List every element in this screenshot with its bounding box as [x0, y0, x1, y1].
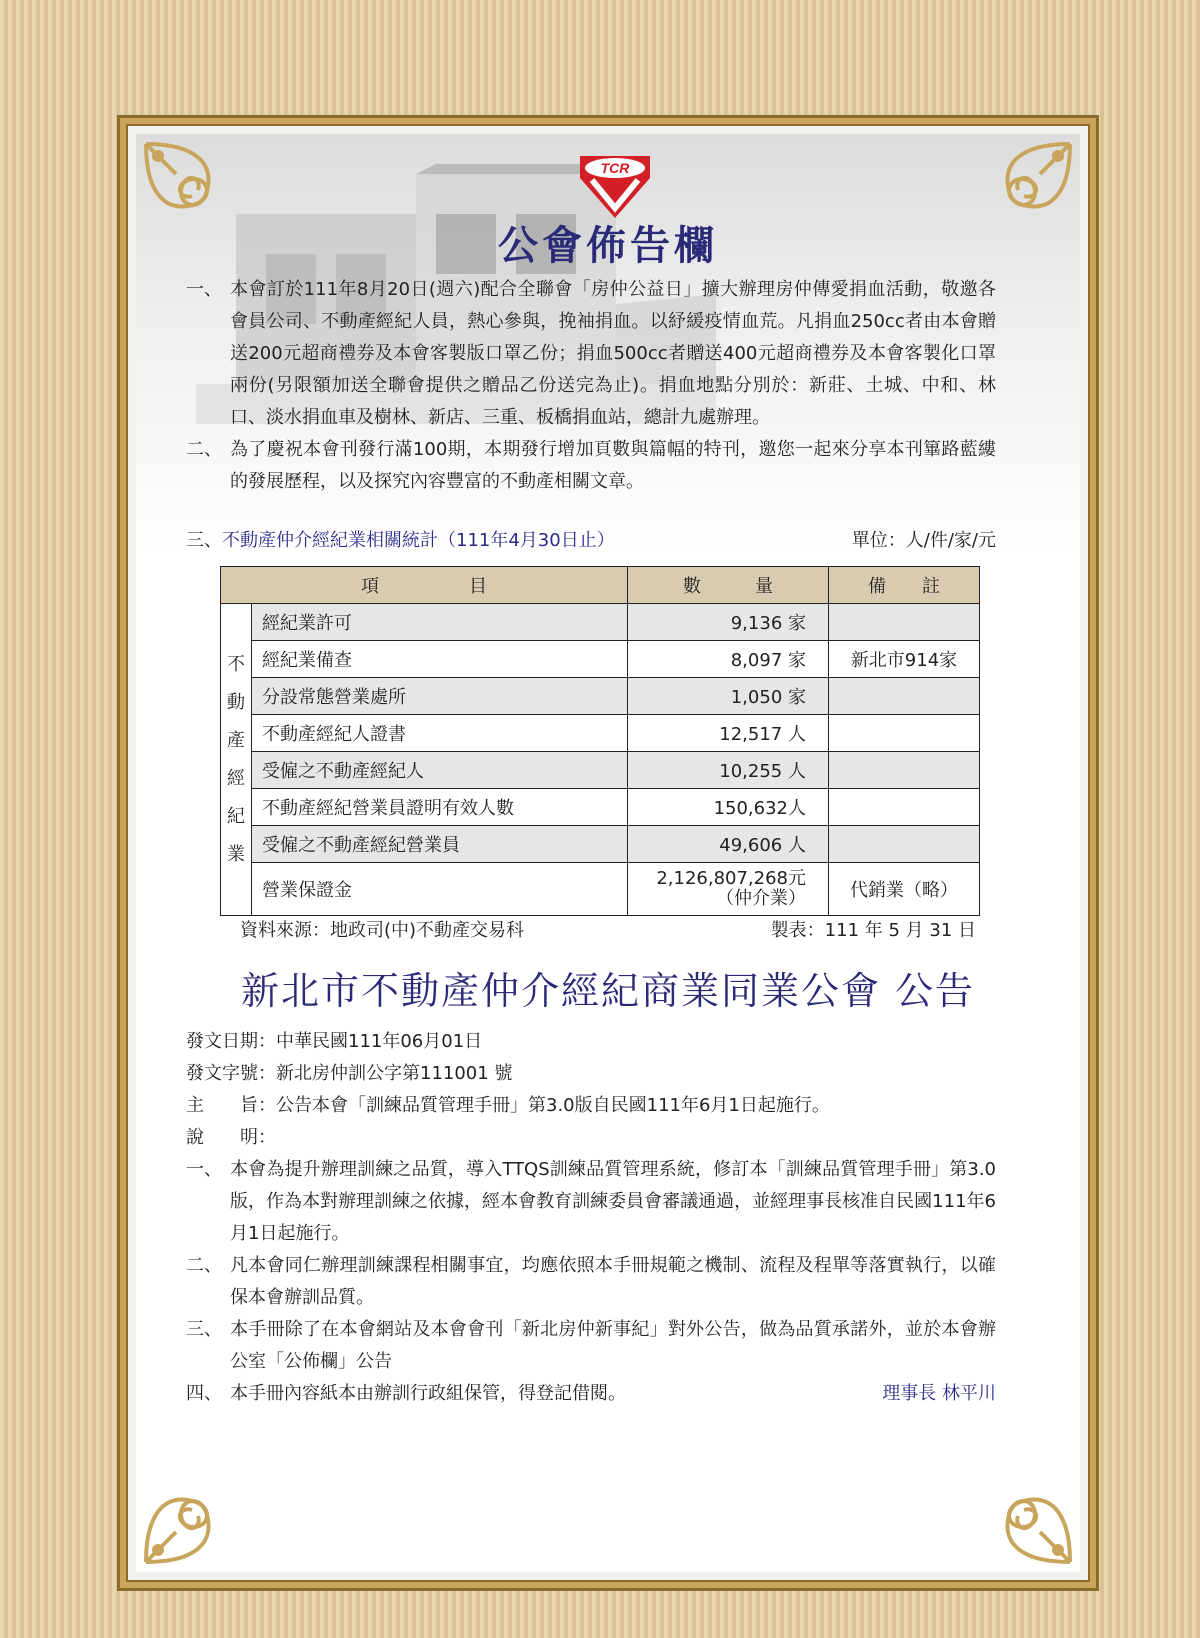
table-row: 不 動 產 經 紀 業 經紀業許可 9,136 家 [221, 604, 980, 641]
list-item: 一、 本會訂於111年8月20日(週六)配合全聯會「房仲公益日」擴大辦理房仲傳愛捐血活動，敬邀各會員公司、不動產經紀人員，熱心參與，挽袖捐血。以紓緩疫情血荒。凡捐血250cc者由本會贈送200元超商禮券及本會客製版口罩乙份；捐血500cc者贈送400元超商禮券及本會客製化口罩兩份(另限額加送全聯會提供之贈品乙份送完為止)。捐血地點分別於：新莊、土城、中和、林口、淡水捐血車及樹林、新店、三重、板橋捐血站，總計九處辦理。 [186, 279, 996, 428]
meta-line: 發文日期：中華民國111年06月01日 [186, 1031, 483, 1052]
list-item: 二、 凡本會同仁辦理訓練課程相關事宜，均應依照本手冊規範之機制、流程及程單等落實執行，以確保本會辦訓品質。 [186, 1255, 996, 1308]
table-row: 受僱之不動產經紀人 10,255 人 [221, 752, 980, 789]
bulletin-frame [120, 118, 1096, 1588]
made-date: 製表：111 年 5 月 31 日 [770, 920, 976, 941]
stats-heading: 三、不動產仲介經紀業相關統計（111年4月30日止） 單位：人/件/家/元 [186, 526, 996, 556]
announcement-body [186, 1026, 996, 1410]
ornament-corner-icon [136, 1452, 256, 1572]
table-row: 經紀業備查 8,097 家 新北市914家 [221, 641, 980, 678]
meta-line: 主 旨：公告本會「訓練品質管理手冊」第3.0版自民國111年6月1日起施行。 [186, 1095, 830, 1116]
list-item: 二、 為了慶祝本會刊發行滿100期，本期發行增加頁數與篇幅的特刊，邀您一起來分享本刊篳路藍縷的發展歷程，以及探究內容豐富的不動產相關文章。 [186, 439, 996, 492]
list-item: 三、 本手冊除了在本會網站及本會會刊「新北房仲新事紀」對外公告，做為品質承諾外，並於本會辦公室「公佈欄」公告 [186, 1319, 996, 1372]
notice-section-1 [186, 274, 996, 498]
svg-text:TCR: TCR [600, 160, 630, 176]
table-row: 營業保證金 2,126,807,268元 （仲介業） 代銷業（略） [221, 863, 980, 916]
page-title: 公會佈告欄 [498, 223, 718, 269]
announcement-title: 新北市不動產仲介經紀商業同業公會 公告 [240, 969, 976, 1013]
table-row: 分設常態營業處所 1,050 家 [221, 678, 980, 715]
data-source: 資料來源：地政司(中)不動產交易科 [240, 920, 525, 941]
table-footer [240, 916, 976, 942]
stats-table [220, 566, 980, 916]
table-row: 受僱之不動產經紀營業員 49,606 人 [221, 826, 980, 863]
table-header-row: 項 目 數 量 備 註 [221, 567, 980, 604]
unit-label: 單位：人/件/家/元 [851, 530, 996, 551]
list-item: 四、 本手冊內容紙本由辦訓行政組保管，得登記借閱。 理事長 林平川 [186, 1378, 996, 1410]
table-row: 不動產經紀人證書 12,517 人 [221, 715, 980, 752]
bulletin-board [136, 134, 1080, 1572]
ornament-corner-icon [960, 1452, 1080, 1572]
list-item: 一、 本會為提升辦理訓練之品質，導入TTQS訓練品質管理系統，修訂本「訓練品質管理手冊」第3.0版，作為本對辦理訓練之依據，經本會教育訓練委員會審議通過，並經理事長核准自民國111年6月1日起施行。 [186, 1159, 996, 1244]
signature: 理事長 林平川 [882, 1383, 996, 1404]
meta-line: 發文字號：新北房仲訓公字第111001 號 [186, 1063, 513, 1084]
meta-line: 說 明： [186, 1127, 276, 1148]
table-row: 不動產經紀營業員證明有效人數 150,632人 [221, 789, 980, 826]
side-label: 不 動 產 經 紀 業 [221, 604, 252, 916]
